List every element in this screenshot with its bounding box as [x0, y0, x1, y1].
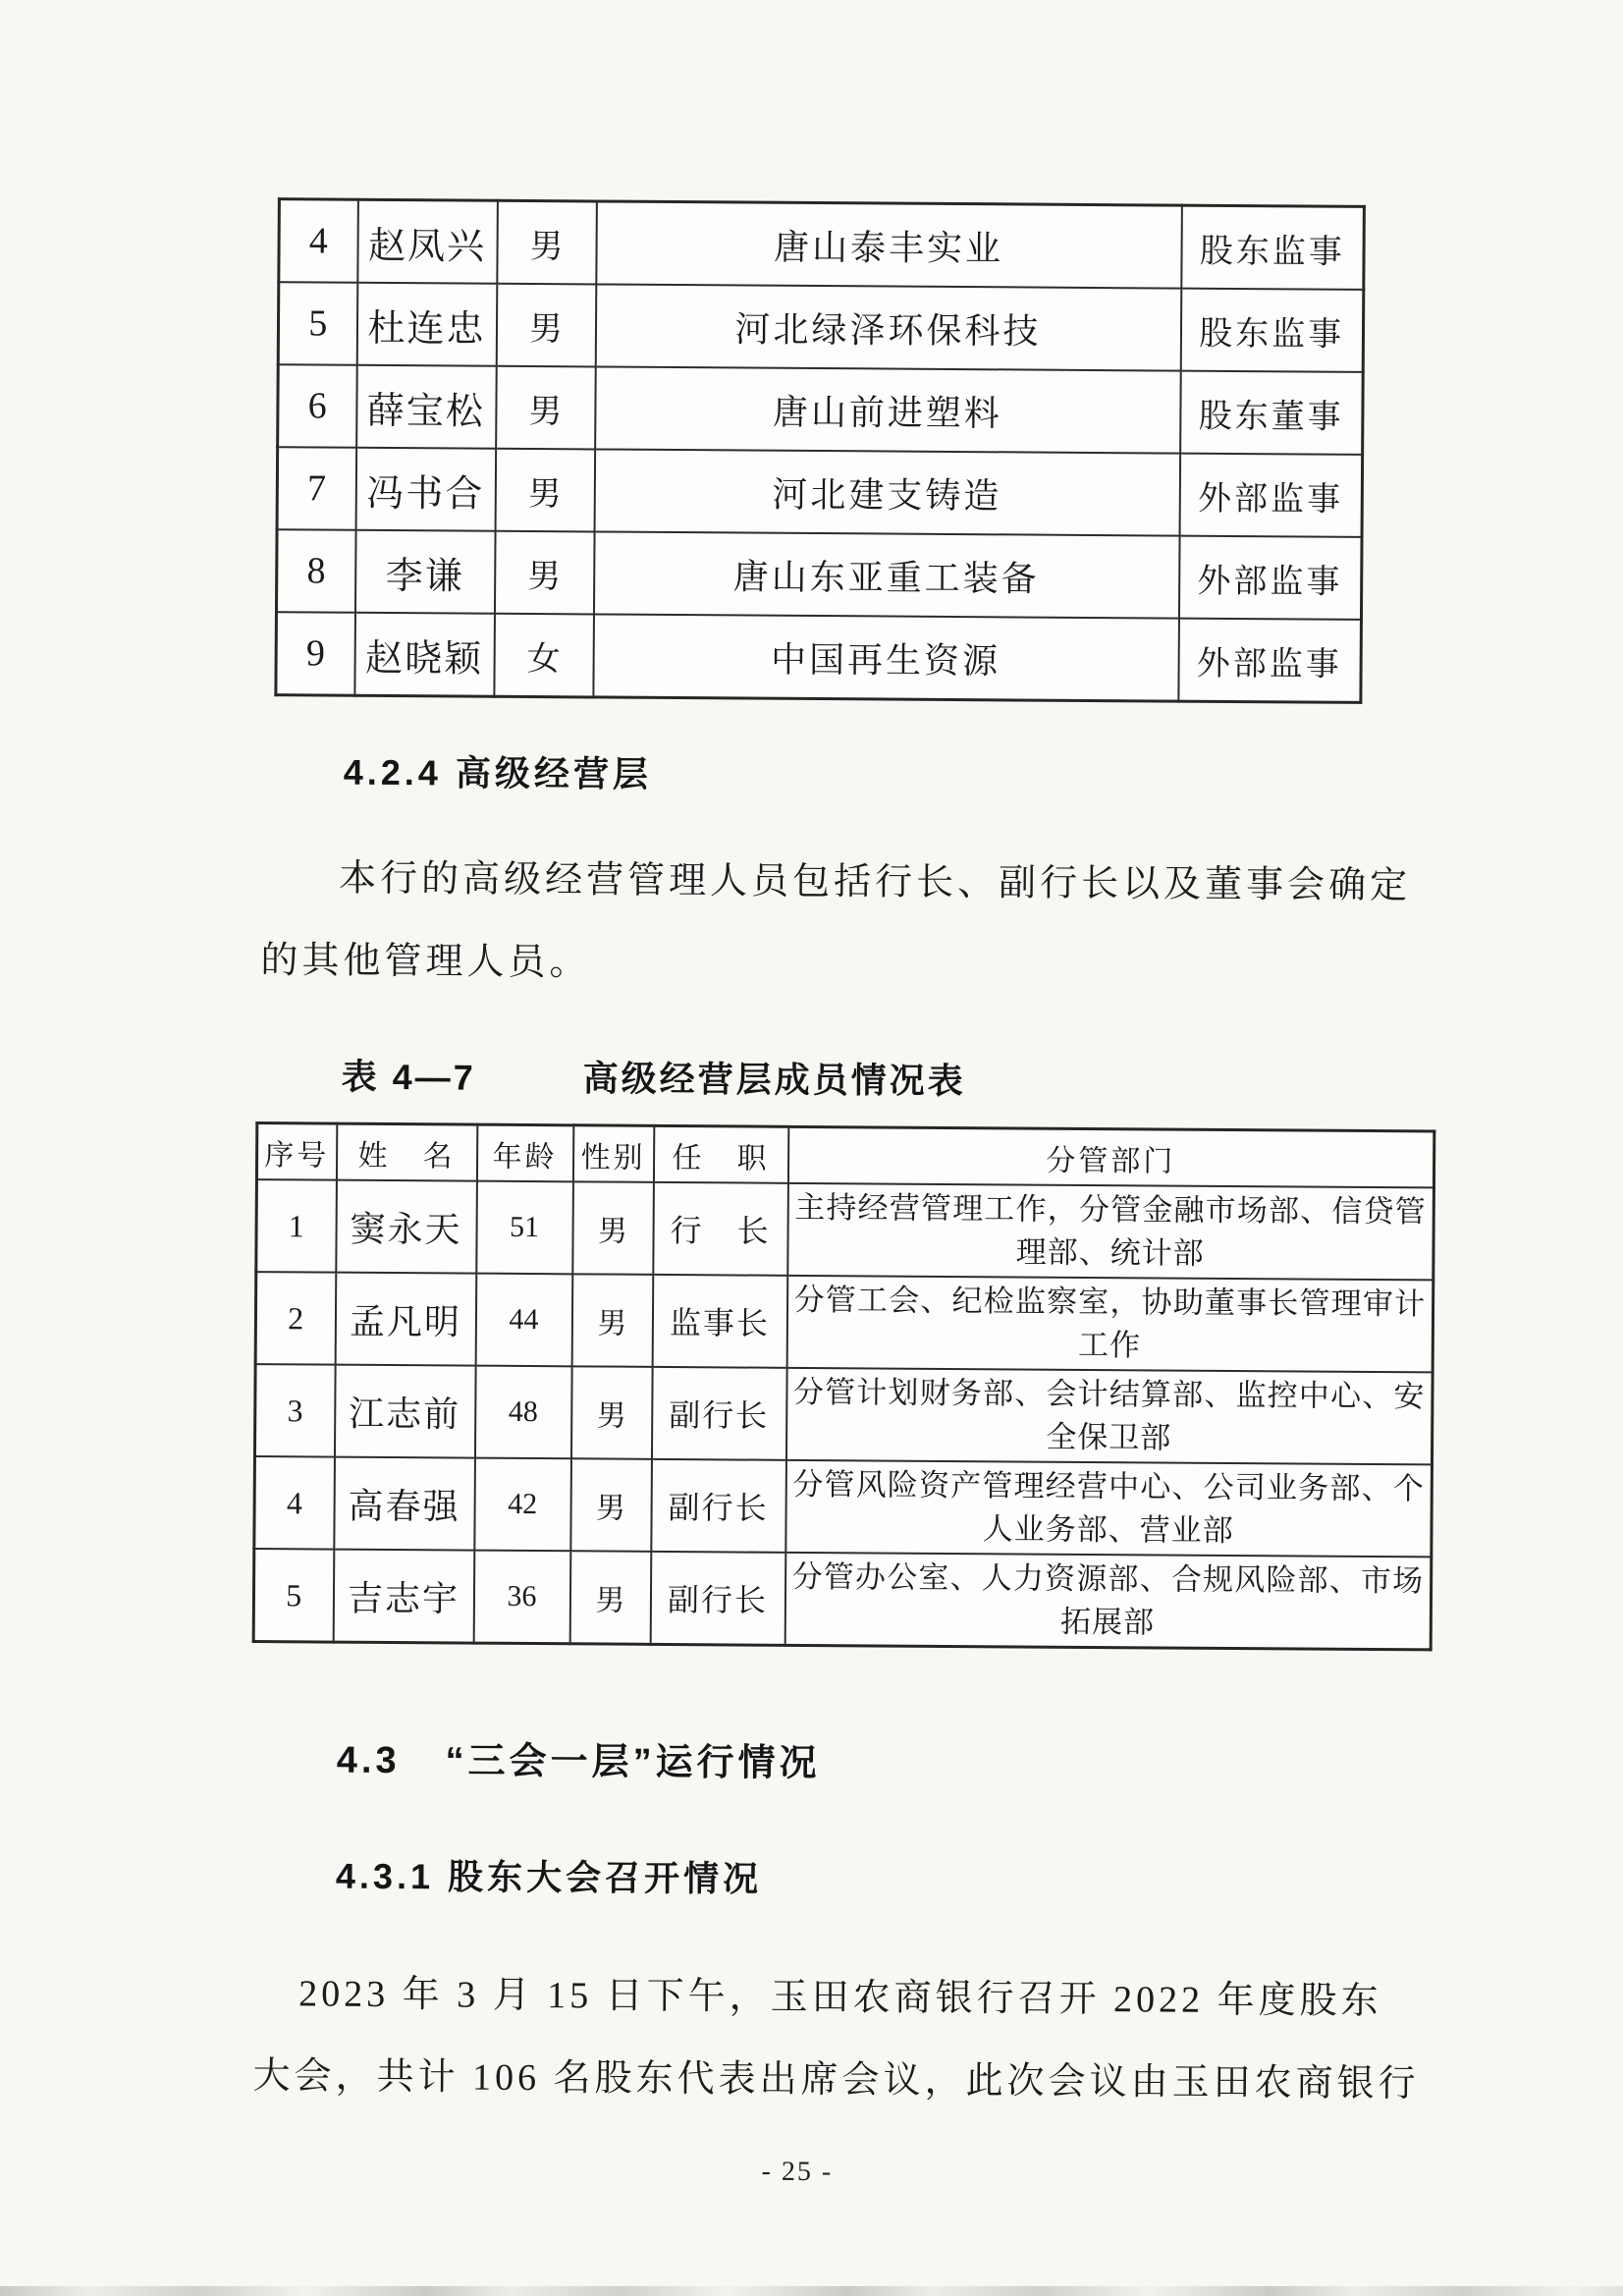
- table-row: [256, 1179, 1434, 1280]
- cell-name: 高春强: [334, 1457, 475, 1551]
- supervisors-table: [274, 197, 1366, 704]
- cell-age: 51: [476, 1181, 573, 1275]
- cell-no: 8: [276, 529, 355, 613]
- cell-title: 副行长: [650, 1552, 785, 1645]
- table-row: [277, 447, 1363, 537]
- cell-no: 7: [277, 447, 356, 530]
- cell-name: 杜连忠: [356, 283, 497, 366]
- table-header-row: [256, 1123, 1434, 1188]
- cell-name: 吉志宇: [333, 1550, 474, 1643]
- cell-name: 李谦: [354, 530, 495, 614]
- cell-no: 4: [279, 199, 358, 283]
- cell-no: 4: [254, 1456, 335, 1550]
- page-number: - 25 -: [761, 2156, 834, 2188]
- cell-title: 副行长: [651, 1367, 786, 1460]
- paragraph-line: 本行的高级经营管理人员包括行长、副行长以及董事会确定: [338, 857, 1412, 907]
- table-row: [276, 612, 1362, 702]
- cell-department: 分管计划财务部、会计结算部、监控中心、安全保卫部: [785, 1368, 1433, 1465]
- cell-name: 赵晓颖: [354, 613, 495, 696]
- cell-name: 窦永天: [336, 1180, 477, 1274]
- header-gender: 性别: [572, 1125, 653, 1182]
- paragraph-line: 的其他管理人员。: [260, 940, 591, 984]
- cell-no: 9: [276, 612, 355, 695]
- cell-department: 分管办公室、人力资源部、合规风险部、市场拓展部: [784, 1553, 1432, 1650]
- table-row: [254, 1364, 1433, 1464]
- cell-no: 2: [255, 1272, 336, 1365]
- paragraph-line: 2023 年 3 月 15 日下午，玉田农商银行召开 2022 年度股东: [298, 1973, 1382, 2023]
- header-age: 年龄: [476, 1124, 572, 1181]
- cell-no: 3: [254, 1364, 335, 1457]
- cell-company: 唐山泰丰实业: [596, 201, 1182, 289]
- cell-gender: 男: [496, 366, 596, 450]
- table-row: [254, 1456, 1433, 1557]
- table47-caption-label: 表 4—7: [341, 1056, 476, 1098]
- cell-position: 外部监事: [1178, 536, 1362, 620]
- table47-caption: [342, 1050, 966, 1104]
- cell-gender: 男: [494, 531, 594, 615]
- cell-no: 5: [253, 1549, 334, 1642]
- cell-title: 监事长: [652, 1275, 787, 1368]
- cell-title: 行 长: [653, 1182, 788, 1276]
- senior-management-table: [252, 1121, 1436, 1651]
- cell-company: 中国再生资源: [593, 614, 1179, 701]
- paragraph-424: [260, 837, 1411, 1010]
- section-heading-431: 4.3.1 股东大会召开情况: [335, 1855, 763, 1899]
- table-row: [255, 1272, 1434, 1372]
- cell-gender: 男: [495, 449, 595, 532]
- cell-position: 外部监事: [1179, 454, 1363, 537]
- cell-gender: 男: [570, 1366, 652, 1459]
- section-43-number: 4.3: [336, 1739, 401, 1782]
- cell-position: 股东监事: [1181, 205, 1365, 290]
- section-heading-43: [337, 1729, 821, 1786]
- cell-age: 42: [474, 1458, 571, 1552]
- table47-caption-title: 高级经营层成员情况表: [582, 1058, 966, 1102]
- cell-name: 孟凡明: [335, 1273, 476, 1366]
- table-row: [278, 364, 1364, 455]
- header-no: 序号: [256, 1123, 336, 1180]
- cell-gender: 男: [569, 1551, 651, 1644]
- cell-gender: 男: [497, 200, 597, 284]
- cell-company: 唐山东亚重工装备: [593, 531, 1179, 618]
- cell-name: 赵凤兴: [357, 199, 498, 283]
- paragraph-431: [252, 1952, 1420, 2125]
- cell-name: 冯书合: [355, 448, 496, 531]
- cell-name: 江志前: [334, 1365, 475, 1458]
- cell-company: 唐山前进塑料: [595, 366, 1181, 453]
- cell-position: 外部监事: [1178, 619, 1362, 703]
- paragraph-line: 大会，共计 106 名股东代表出席会议，此次会议由玉田农商银行: [252, 2055, 1420, 2105]
- cell-no: 1: [256, 1179, 337, 1273]
- section-heading-424: 4.2.4 高级经营层: [343, 751, 653, 794]
- table-row: [276, 529, 1362, 620]
- cell-gender: 男: [571, 1274, 653, 1367]
- cell-gender: 男: [496, 284, 596, 367]
- header-title: 任 职: [653, 1125, 787, 1182]
- table-row: [279, 199, 1365, 290]
- cell-gender: 男: [572, 1181, 654, 1275]
- cell-name: 薛宝松: [356, 365, 497, 449]
- cell-age: 48: [474, 1366, 571, 1459]
- section-43-title: “三会一层”运行情况: [445, 1740, 821, 1785]
- cell-department: 分管工会、纪检监察室，协助董事长管理审计工作: [786, 1276, 1434, 1373]
- cell-department: 主持经营管理工作，分管金融市场部、信贷管理部、统计部: [787, 1183, 1434, 1281]
- cell-age: 36: [473, 1551, 570, 1644]
- cell-department: 分管风险资产管理经营中心、公司业务部、个人业务部、营业部: [785, 1460, 1433, 1558]
- cell-age: 44: [475, 1274, 572, 1367]
- table-row: [253, 1549, 1432, 1650]
- cell-gender: 男: [570, 1458, 652, 1552]
- header-name: 姓 名: [336, 1123, 476, 1180]
- table-row: [278, 282, 1364, 372]
- cell-title: 副行长: [651, 1459, 786, 1553]
- cell-position: 股东监事: [1180, 289, 1364, 372]
- scan-bottom-edge-artifact: [0, 2286, 1623, 2296]
- cell-position: 股东董事: [1180, 371, 1364, 455]
- cell-company: 河北建支铸造: [594, 449, 1180, 535]
- cell-no: 5: [278, 282, 357, 365]
- cell-company: 河北绿泽环保科技: [595, 284, 1181, 370]
- cell-gender: 女: [494, 614, 594, 697]
- header-dept: 分管部门: [787, 1126, 1434, 1187]
- cell-no: 6: [278, 364, 357, 448]
